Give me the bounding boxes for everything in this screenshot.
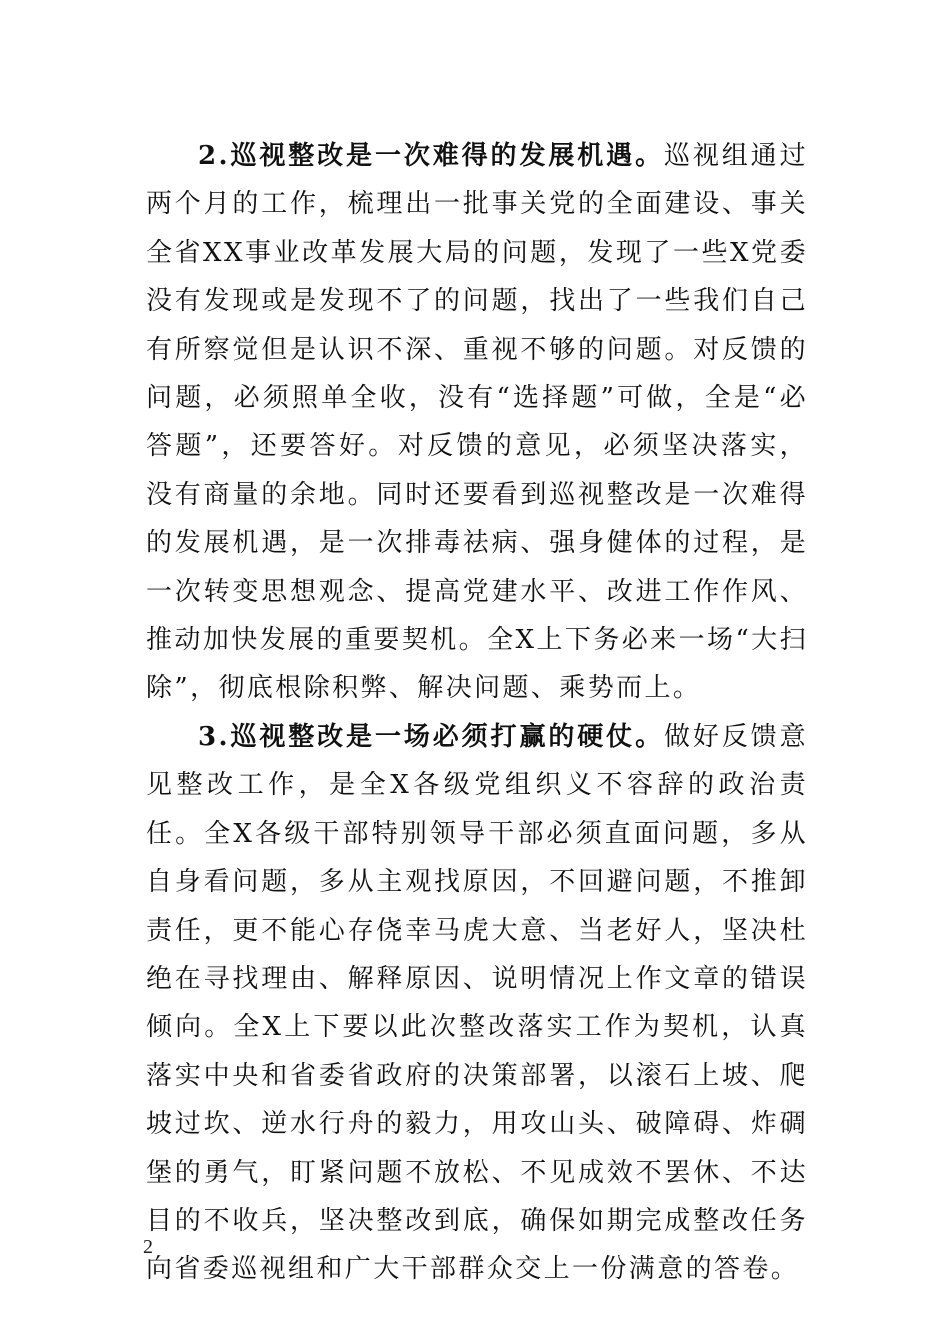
paragraph-2-text: 巡视组通过两个月的工作，梳理出一批事关党的全面建设、事关全省XX事业改革发展大局的问题，发现了一些X党委没有发现或是发现不了的问题，找出了一些我们自己有所察觉但是认识不深、重视不够的问题。对反馈的问题，必须照单全收，没有“选择题”可做，全是“必答题”，还要答好。对反馈的意见，必须坚决落实，没有商量的余地。同时还要看到巡视整改是一次难得的发展机遇，是一次排毒祛病、强身健体的过程，是一次转变思想观念、提高党建水平、改进工作作风、推动加快发展的重要契机。全X上下务必来一场“大扫除”，彻底根除积弊、解决问题、乘势而上。 (146, 141, 808, 704)
paragraph-3 (146, 713, 808, 1294)
paragraph-2-heading: 2.巡视整改是一次难得的发展机遇。 (198, 141, 664, 171)
page-number: 2 (143, 1236, 153, 1258)
paragraph-3-text: 做好反馈意见整改工作，是全X各级党组织义不容辞的政治责任。全X各级干部特别领导干部必须直面问题，多从自身看问题，多从主观找原因，不回避问题，不推卸责任，更不能心存侥幸马虎大意、当老好人，坚决杜绝在寻找理由、解释原因、说明情况上作文章的错误倾向。全X上下要以此次整改落实工作为契机，认真落实中央和省委省政府的决策部署，以滚石上坡、爬坡过坎、逆水行舟的毅力，用攻山头、破障碍、炸碉堡的勇气，盯紧问题不放松、不见成效不罢休、不达目的不收兵，坚决整改到底，确保如期完成整改任务向省委巡视组和广大干部群众交上一份满意的答卷。 (146, 721, 808, 1285)
document-body (146, 132, 808, 1294)
paragraph-3-heading: 3.巡视整改是一场必须打赢的硬仗。 (198, 721, 664, 752)
paragraph-2 (146, 132, 808, 713)
